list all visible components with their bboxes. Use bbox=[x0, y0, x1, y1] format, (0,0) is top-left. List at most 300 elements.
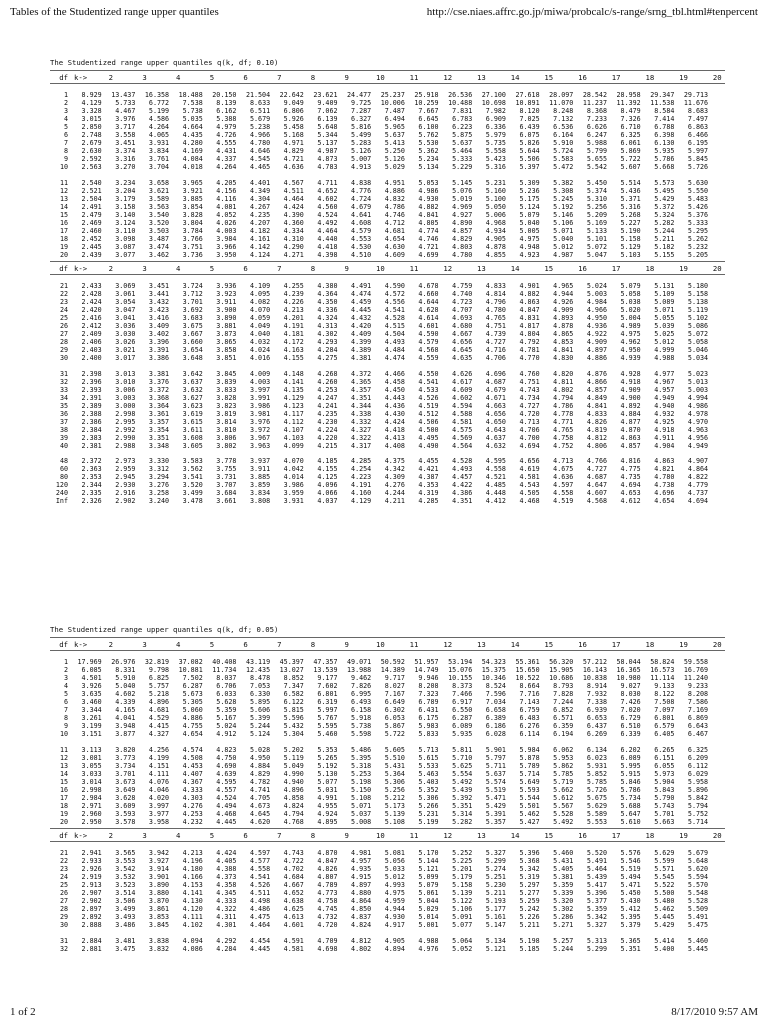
value-cell: 4.337 bbox=[216, 155, 237, 164]
value-cell: 5.735 bbox=[485, 139, 506, 148]
table-row bbox=[50, 179, 708, 187]
value-cell: 4.841 bbox=[586, 401, 607, 410]
value-cell: 4.510 bbox=[351, 250, 372, 259]
value-cell: 5.256 bbox=[586, 202, 607, 211]
value-cell: 5.546 bbox=[620, 857, 641, 866]
value-cell: 4.993 bbox=[384, 881, 405, 890]
value-cell: 5.005 bbox=[519, 226, 540, 235]
table-row bbox=[50, 881, 708, 889]
value-cell: 3.376 bbox=[148, 377, 170, 386]
value-cell: 4.018 bbox=[182, 163, 203, 172]
df-cell: 1 bbox=[63, 658, 68, 666]
value-cell: 4.724 bbox=[351, 194, 372, 203]
value-cell: 3.717 bbox=[115, 123, 136, 132]
value-cell: 28.958 bbox=[616, 91, 641, 99]
value-cell: 3.873 bbox=[216, 330, 237, 339]
value-cell: 7.326 bbox=[620, 115, 641, 124]
table-row bbox=[50, 937, 708, 945]
value-cell: 5.351 bbox=[452, 801, 473, 810]
value-cell: 5.714 bbox=[687, 817, 709, 826]
value-cell: 4.319 bbox=[418, 489, 439, 498]
value-cell: 5.225 bbox=[452, 857, 473, 866]
value-cell: 4.909 bbox=[620, 385, 641, 394]
header-k-value: 13 bbox=[477, 73, 486, 82]
value-cell: 3.963 bbox=[249, 441, 271, 450]
value-cell: 16.365 bbox=[616, 666, 641, 675]
value-cell: 3.632 bbox=[182, 385, 203, 394]
value-cell: 4.422 bbox=[452, 481, 473, 490]
value-cell: 2.950 bbox=[81, 817, 102, 826]
value-cell: 5.081 bbox=[384, 849, 405, 857]
value-cell: 4.541 bbox=[384, 306, 405, 315]
value-cell: 4.455 bbox=[418, 457, 439, 465]
value-cell: 4.247 bbox=[317, 393, 338, 402]
value-cell: 3.704 bbox=[148, 163, 170, 172]
value-cell: 6.483 bbox=[519, 714, 540, 723]
value-cell: 4.445 bbox=[351, 306, 372, 315]
value-cell: 4.559 bbox=[418, 354, 439, 363]
value-cell: 5.333 bbox=[452, 155, 473, 164]
value-cell: 2.403 bbox=[81, 346, 102, 355]
value-cell: 5.595 bbox=[317, 722, 338, 731]
value-cell: 5.232 bbox=[687, 242, 709, 251]
value-cell: 4.781 bbox=[519, 346, 540, 355]
value-cell: 4.169 bbox=[182, 147, 203, 156]
value-cell: 6.089 bbox=[452, 722, 473, 731]
value-cell: 3.553 bbox=[115, 857, 136, 866]
value-cell: 15.905 bbox=[549, 666, 574, 675]
value-cell: 4.467 bbox=[115, 107, 136, 116]
value-cell: 4.421 bbox=[418, 465, 439, 474]
value-cell: 5.423 bbox=[485, 155, 506, 164]
table-row bbox=[50, 457, 708, 465]
header-k-value: 16 bbox=[578, 640, 587, 649]
value-cell: 4.853 bbox=[553, 338, 574, 347]
value-cell: 4.232 bbox=[182, 817, 203, 826]
df-cell: 3 bbox=[63, 107, 68, 116]
df-cell: 12 bbox=[59, 753, 68, 762]
value-cell: 5.103 bbox=[620, 250, 641, 259]
value-cell: 16.143 bbox=[582, 666, 607, 675]
value-cell: 4.897 bbox=[351, 881, 372, 890]
df-cell: 18 bbox=[59, 234, 68, 243]
value-cell: 4.568 bbox=[418, 346, 439, 355]
value-cell: 3.140 bbox=[115, 210, 136, 219]
value-cell: 25.918 bbox=[414, 91, 439, 99]
value-cell: 4.129 bbox=[283, 393, 304, 402]
value-cell: 3.885 bbox=[182, 194, 203, 203]
value-cell: 5.121 bbox=[485, 944, 506, 953]
value-cell: 6.359 bbox=[553, 722, 574, 731]
value-cell: 4.636 bbox=[553, 473, 574, 482]
value-cell: 3.923 bbox=[216, 290, 237, 299]
value-cell: 5.145 bbox=[452, 178, 473, 187]
df-cell: 15 bbox=[59, 777, 68, 786]
value-cell: 4.959 bbox=[384, 897, 405, 906]
value-cell: 59.558 bbox=[683, 658, 709, 666]
value-cell: 5.413 bbox=[384, 139, 405, 148]
value-cell: 4.816 bbox=[620, 457, 641, 465]
value-cell: 10.346 bbox=[481, 674, 506, 683]
value-cell: 7.143 bbox=[519, 698, 540, 707]
value-cell: 4.255 bbox=[283, 282, 304, 290]
value-cell: 7.426 bbox=[620, 698, 641, 707]
value-cell: 4.254 bbox=[351, 465, 372, 474]
df-cell: 120 bbox=[55, 481, 68, 490]
df-cell: 6 bbox=[63, 131, 68, 140]
value-cell: 8.914 bbox=[586, 682, 607, 691]
value-cell: 5.033 bbox=[384, 865, 405, 874]
df-cell: 3 bbox=[63, 674, 68, 683]
value-cell: 5.958 bbox=[687, 777, 709, 786]
value-cell: 4.967 bbox=[654, 377, 675, 386]
value-cell: 4.626 bbox=[452, 369, 473, 378]
value-cell: 6.112 bbox=[687, 761, 709, 770]
value-cell: 5.001 bbox=[418, 921, 439, 930]
value-cell: 5.734 bbox=[620, 793, 641, 802]
value-cell: 4.617 bbox=[452, 377, 473, 386]
value-cell: 9.462 bbox=[351, 674, 372, 683]
value-cell: 4.647 bbox=[586, 481, 607, 490]
value-cell: 4.706 bbox=[519, 425, 540, 434]
value-cell: 13.437 bbox=[111, 91, 136, 99]
value-cell: 5.320 bbox=[553, 897, 574, 906]
value-cell: 4.526 bbox=[249, 881, 271, 890]
value-cell: 4.652 bbox=[317, 186, 338, 195]
value-cell: 2.897 bbox=[81, 905, 102, 914]
value-cell: 3.683 bbox=[182, 314, 203, 323]
value-cell: 2.945 bbox=[115, 473, 136, 482]
value-cell: 4.766 bbox=[586, 457, 607, 465]
value-cell: 4.895 bbox=[317, 817, 338, 826]
value-cell: 14.749 bbox=[414, 666, 439, 675]
value-cell: 3.823 bbox=[216, 401, 237, 410]
value-cell: 4.160 bbox=[351, 489, 372, 498]
value-cell: 4.495 bbox=[418, 433, 439, 442]
value-cell: 4.975 bbox=[519, 234, 540, 243]
value-cell: 5.878 bbox=[519, 753, 540, 762]
value-cell: 2.973 bbox=[115, 457, 136, 465]
value-cell: 4.418 bbox=[384, 425, 405, 434]
table-row bbox=[50, 730, 708, 738]
value-cell: 18.488 bbox=[178, 91, 203, 99]
value-cell: 4.735 bbox=[620, 473, 641, 482]
value-cell: 11.070 bbox=[549, 99, 574, 108]
value-cell: 6.162 bbox=[216, 107, 237, 116]
value-cell: 8.524 bbox=[485, 682, 506, 691]
value-cell: 5.997 bbox=[687, 147, 709, 156]
value-cell: 4.424 bbox=[216, 849, 237, 857]
value-cell: 4.632 bbox=[485, 441, 506, 450]
value-cell: 5.988 bbox=[586, 139, 607, 148]
value-cell: 4.046 bbox=[148, 785, 170, 794]
value-cell: 5.060 bbox=[182, 706, 203, 715]
value-cell: 4.776 bbox=[351, 186, 372, 195]
table-row bbox=[50, 107, 708, 115]
value-cell: 5.711 bbox=[485, 761, 506, 770]
header-k-value: 5 bbox=[209, 264, 215, 273]
value-cell: 5.282 bbox=[654, 218, 675, 227]
value-cell: 4.863 bbox=[620, 433, 641, 442]
value-cell: 26.536 bbox=[448, 91, 473, 99]
table-row bbox=[50, 322, 708, 330]
value-cell: 5.028 bbox=[249, 745, 271, 754]
value-cell: 15.650 bbox=[515, 666, 540, 675]
value-cell: 4.653 bbox=[620, 489, 641, 498]
value-cell: 3.833 bbox=[216, 385, 237, 394]
value-cell: 5.039 bbox=[654, 322, 675, 331]
value-cell: 5.372 bbox=[654, 202, 675, 211]
value-cell: 3.451 bbox=[115, 139, 136, 148]
df-cell: 7 bbox=[63, 139, 68, 148]
value-cell: 4.656 bbox=[519, 457, 540, 465]
value-cell: 3.921 bbox=[182, 186, 203, 195]
header-k-label: k-> bbox=[74, 640, 88, 649]
value-cell: 7.538 bbox=[182, 99, 203, 108]
df-cell: 8 bbox=[63, 714, 68, 723]
value-cell: 2.391 bbox=[81, 393, 102, 402]
df-cell: 33 bbox=[59, 385, 68, 394]
value-cell: 3.386 bbox=[148, 354, 170, 363]
table-rule bbox=[50, 261, 725, 262]
value-cell: 4.639 bbox=[216, 769, 237, 778]
value-cell: 5.606 bbox=[249, 706, 271, 715]
value-cell: 3.041 bbox=[115, 314, 136, 323]
value-cell: 4.304 bbox=[249, 194, 271, 203]
value-cell: 4.707 bbox=[452, 306, 473, 315]
value-cell: 4.900 bbox=[620, 393, 641, 402]
value-cell: 4.652 bbox=[283, 889, 304, 898]
page-url[interactable]: http://cse.niaes.affrc.go.jp/miwa/probcalc/s-range/srng_tbl.html#tenpercent bbox=[426, 6, 758, 18]
value-cell: 4.577 bbox=[249, 857, 271, 866]
value-cell: 3.784 bbox=[182, 226, 203, 235]
value-cell: 10.488 bbox=[448, 99, 473, 108]
value-cell: 4.999 bbox=[654, 346, 675, 355]
value-cell: 5.046 bbox=[687, 346, 709, 355]
value-cell: 5.598 bbox=[351, 730, 372, 739]
value-cell: 4.924 bbox=[317, 809, 338, 818]
df-cell: 39 bbox=[59, 433, 68, 442]
value-cell: 3.755 bbox=[216, 465, 237, 474]
value-cell: 7.508 bbox=[654, 698, 675, 707]
value-cell: 5.935 bbox=[654, 147, 675, 156]
header-k-value: 16 bbox=[578, 264, 587, 273]
value-cell: 5.673 bbox=[182, 690, 203, 699]
table-row bbox=[50, 298, 708, 306]
value-cell: 4.332 bbox=[351, 417, 372, 426]
value-cell: 14.389 bbox=[380, 666, 405, 675]
value-cell: 4.857 bbox=[620, 441, 641, 450]
value-cell: 4.224 bbox=[317, 425, 338, 434]
value-cell: 5.494 bbox=[620, 873, 641, 882]
table-title: The Studentized range upper quantiles q(k, df; 0.10) bbox=[50, 58, 279, 67]
value-cell: 4.696 bbox=[654, 489, 675, 498]
value-cell: 8.929 bbox=[81, 91, 102, 99]
df-cell: 9 bbox=[63, 722, 68, 731]
table-row bbox=[50, 378, 708, 386]
value-cell: 4.424 bbox=[384, 417, 405, 426]
value-cell: 5.198 bbox=[519, 936, 540, 945]
value-cell: 4.857 bbox=[452, 226, 473, 235]
value-cell: 5.846 bbox=[620, 777, 641, 786]
value-cell: 3.077 bbox=[115, 250, 136, 259]
value-cell: 4.494 bbox=[216, 801, 237, 810]
value-cell: 3.845 bbox=[148, 921, 170, 930]
value-cell: 4.399 bbox=[351, 338, 372, 347]
header-k-value: 9 bbox=[344, 831, 349, 840]
value-cell: 4.111 bbox=[182, 913, 203, 922]
header-k-value: 12 bbox=[443, 73, 453, 82]
value-cell: 6.325 bbox=[620, 131, 641, 140]
value-cell: 4.773 bbox=[317, 889, 338, 898]
value-cell: 3.966 bbox=[216, 242, 237, 251]
value-cell: 4.602 bbox=[115, 690, 136, 699]
value-cell: 2.926 bbox=[81, 865, 102, 874]
value-cell: 4.024 bbox=[249, 346, 271, 355]
value-cell: 5.815 bbox=[283, 706, 304, 715]
value-cell: 5.134 bbox=[485, 936, 506, 945]
value-cell: 5.313 bbox=[586, 936, 607, 945]
value-cell: 6.265 bbox=[654, 745, 675, 754]
value-cell: 5.719 bbox=[553, 777, 574, 786]
value-cell: 7.414 bbox=[654, 115, 675, 124]
value-cell: 4.971 bbox=[283, 139, 304, 148]
value-cell: 5.649 bbox=[519, 777, 540, 786]
value-cell: 7.831 bbox=[452, 107, 473, 116]
value-cell: 3.605 bbox=[182, 441, 203, 450]
value-cell: 3.802 bbox=[216, 441, 237, 450]
value-cell: 7.287 bbox=[351, 107, 372, 116]
value-cell: 5.079 bbox=[620, 282, 641, 290]
value-cell: 2.881 bbox=[81, 944, 102, 953]
value-cell: 2.913 bbox=[81, 881, 102, 890]
table-row bbox=[50, 849, 708, 857]
page-number: 1 of 2 bbox=[10, 1006, 36, 1018]
value-cell: 6.536 bbox=[553, 123, 574, 132]
value-cell: 5.024 bbox=[216, 722, 237, 731]
value-cell: 5.044 bbox=[418, 897, 439, 906]
value-cell: 5.576 bbox=[620, 849, 641, 857]
header-k-value: 8 bbox=[310, 640, 316, 649]
value-cell: 5.500 bbox=[654, 889, 675, 898]
value-cell: 7.826 bbox=[351, 682, 372, 691]
value-cell: 3.611 bbox=[182, 425, 203, 434]
value-cell: 4.311 bbox=[216, 913, 237, 922]
value-cell: 4.876 bbox=[586, 369, 607, 378]
value-cell: 8.584 bbox=[654, 107, 675, 116]
value-cell: 9.946 bbox=[418, 674, 439, 683]
value-cell: 4.796 bbox=[485, 298, 506, 307]
value-cell: 5.155 bbox=[654, 250, 675, 259]
value-cell: 5.388 bbox=[216, 115, 237, 124]
value-cell: 3.773 bbox=[115, 753, 136, 762]
table-row bbox=[50, 865, 708, 873]
df-cell: 36 bbox=[59, 409, 68, 418]
value-cell: 3.986 bbox=[249, 401, 271, 410]
value-cell: 2.998 bbox=[115, 409, 136, 418]
header-k-value: 20 bbox=[712, 640, 722, 649]
table-row bbox=[50, 921, 708, 929]
value-cell: 3.000 bbox=[115, 401, 136, 410]
value-cell: 4.223 bbox=[351, 473, 372, 482]
value-cell: 5.995 bbox=[620, 761, 641, 770]
table-row bbox=[50, 778, 708, 786]
value-cell: 4.984 bbox=[586, 298, 607, 307]
df-cell: Inf bbox=[55, 497, 68, 506]
value-cell: 8.030 bbox=[620, 690, 641, 699]
table-row bbox=[50, 330, 708, 338]
value-cell: 5.637 bbox=[452, 139, 473, 148]
value-cell: 12.435 bbox=[245, 666, 271, 675]
value-cell: 3.006 bbox=[115, 385, 136, 394]
value-cell: 3.503 bbox=[148, 226, 170, 235]
value-cell: 5.158 bbox=[687, 290, 709, 299]
value-cell: 7.347 bbox=[283, 682, 304, 691]
value-cell: 6.287 bbox=[452, 714, 473, 723]
value-cell: 4.745 bbox=[317, 905, 338, 914]
value-cell: 3.013 bbox=[115, 369, 136, 378]
value-cell: 4.595 bbox=[485, 457, 506, 465]
value-cell: 4.556 bbox=[384, 298, 405, 307]
value-cell: 5.382 bbox=[553, 178, 574, 187]
value-cell: 4.581 bbox=[283, 944, 304, 953]
value-cell: 5.231 bbox=[485, 178, 506, 187]
value-cell: 5.811 bbox=[452, 745, 473, 754]
value-cell: 4.253 bbox=[182, 809, 203, 818]
header-k-value: 18 bbox=[645, 73, 655, 82]
df-cell: 16 bbox=[59, 785, 68, 794]
value-cell: 5.126 bbox=[384, 155, 405, 164]
value-cell: 4.857 bbox=[586, 385, 607, 394]
value-cell: 3.240 bbox=[148, 497, 170, 506]
value-cell: 4.511 bbox=[283, 186, 304, 195]
value-cell: 4.268 bbox=[317, 369, 338, 378]
value-cell: 5.439 bbox=[452, 785, 473, 794]
value-cell: 4.882 bbox=[418, 202, 439, 211]
table-row bbox=[50, 945, 708, 953]
value-cell: 2.902 bbox=[81, 897, 102, 906]
header-k-value: 7 bbox=[277, 640, 282, 649]
header-k-label: k-> bbox=[74, 831, 88, 840]
value-cell: 10.155 bbox=[448, 674, 473, 683]
value-cell: 5.259 bbox=[519, 897, 540, 906]
value-cell: 3.806 bbox=[216, 433, 237, 442]
value-cell: 5.405 bbox=[553, 865, 574, 874]
value-cell: 9.798 bbox=[148, 666, 170, 675]
value-cell: 3.958 bbox=[148, 817, 170, 826]
print-footer bbox=[10, 1006, 758, 1018]
value-cell: 5.528 bbox=[687, 897, 709, 906]
value-cell: 4.907 bbox=[687, 457, 709, 465]
value-cell: 4.220 bbox=[317, 433, 338, 442]
value-cell: 4.541 bbox=[249, 873, 271, 882]
value-cell: 3.877 bbox=[115, 730, 136, 739]
value-cell: 4.501 bbox=[81, 674, 102, 683]
value-cell: 4.986 bbox=[418, 186, 439, 195]
value-cell: 6.100 bbox=[418, 123, 439, 132]
value-cell: 3.870 bbox=[148, 897, 170, 906]
value-cell: 4.076 bbox=[148, 777, 170, 786]
value-cell: 4.679 bbox=[485, 385, 506, 394]
header-k-value: 12 bbox=[443, 640, 453, 649]
value-cell: 6.759 bbox=[519, 706, 540, 715]
df-cell: 20 bbox=[59, 817, 68, 826]
value-cell: 5.379 bbox=[620, 921, 641, 930]
value-cell: 2.902 bbox=[115, 497, 136, 506]
value-cell: 5.429 bbox=[485, 801, 506, 810]
value-cell: 5.365 bbox=[620, 936, 641, 945]
value-cell: 4.333 bbox=[182, 785, 203, 794]
